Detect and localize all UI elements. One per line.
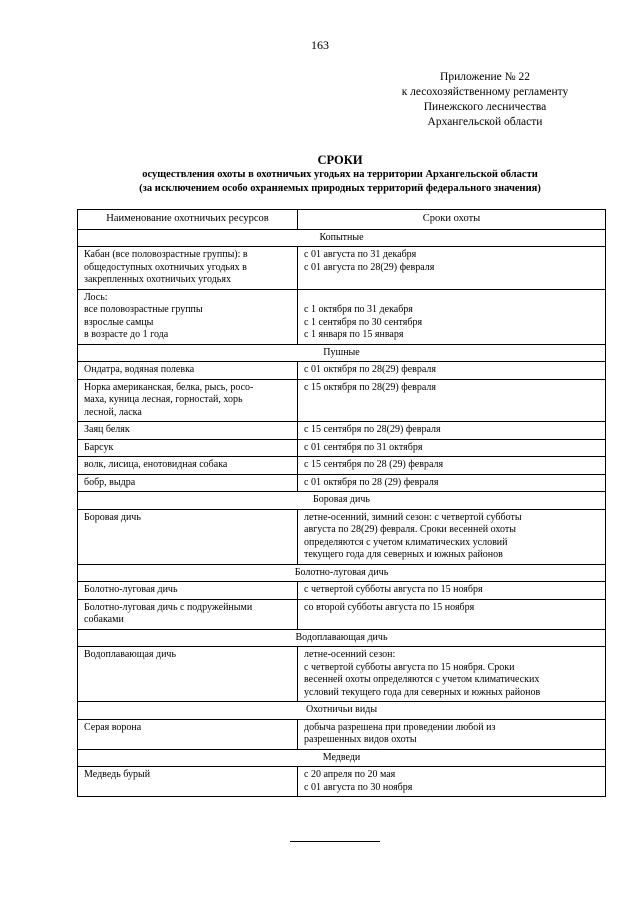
appendix-line: Пинежского лесничества bbox=[423, 101, 547, 113]
footer-divider bbox=[290, 841, 380, 842]
resource-cell: волк, лисица, енотовидная собака bbox=[78, 457, 298, 475]
table-row bbox=[78, 599, 606, 629]
period-cell bbox=[298, 767, 606, 797]
section-title: Пушные bbox=[78, 344, 606, 362]
period-cell: с четвертой субботы августа по 15 ноября bbox=[298, 582, 606, 600]
page-number: 163 bbox=[311, 38, 329, 52]
cell-line: собаками bbox=[84, 614, 124, 625]
cell-line: Норка американская, белка, рысь, росо- bbox=[84, 381, 254, 393]
cell-line: определяются с учетом климатических условий bbox=[304, 536, 508, 548]
period-cell bbox=[298, 289, 606, 344]
table-row bbox=[78, 362, 606, 380]
table-row bbox=[78, 289, 606, 344]
period-cell: с 15 октября по 28(29) февраля bbox=[298, 379, 606, 422]
table-row bbox=[78, 719, 606, 749]
resource-cell: Болотно-луговая дичь bbox=[78, 582, 298, 600]
section-title: Болотно-луговая дичь bbox=[78, 564, 606, 582]
resource-cell bbox=[78, 247, 298, 290]
period-cell: с 01 октября по 28(29) февраля bbox=[298, 362, 606, 380]
cell-line: разрешенных видов охоты bbox=[304, 734, 417, 745]
cell-line: с 01 августа по 28(29) февраля bbox=[304, 261, 435, 273]
title-subtitle: (за исключением особо охраняемых природных территорий федерального значения) bbox=[139, 183, 541, 194]
resource-cell: Заяц беляк bbox=[78, 422, 298, 440]
period-cell: с 01 сентября по 31 октября bbox=[298, 439, 606, 457]
period-cell bbox=[298, 647, 606, 702]
table-row bbox=[78, 439, 606, 457]
cell-line: маха, куница лесная, горностай, хорь bbox=[84, 394, 243, 405]
resource-cell: Барсук bbox=[78, 439, 298, 457]
table-row bbox=[78, 379, 606, 422]
cell-line: с четвертой субботы августа по 15 ноября. Сроки bbox=[304, 661, 515, 673]
title-main: СРОКИ bbox=[317, 153, 363, 167]
cell-line: Болотно-луговая дичь с подружейными bbox=[84, 601, 253, 613]
resource-cell bbox=[78, 289, 298, 344]
appendix-line: Архангельской области bbox=[427, 116, 543, 128]
cell-line: все половозрастные группы bbox=[84, 304, 203, 315]
cell-line: летне-осенний, зимний сезон: с четвертой субботы bbox=[304, 511, 522, 523]
resource-cell: Медведь бурый bbox=[78, 767, 298, 797]
section-row bbox=[78, 229, 606, 247]
section-row bbox=[78, 629, 606, 647]
period-cell: с 01 октября по 28 (29) февраля bbox=[298, 474, 606, 492]
resource-cell bbox=[78, 379, 298, 422]
table-row bbox=[78, 247, 606, 290]
appendix-header bbox=[360, 70, 610, 130]
section-title: Копытные bbox=[78, 229, 606, 247]
table-row bbox=[78, 422, 606, 440]
appendix-line: к лесохозяйственному регламенту bbox=[401, 86, 569, 98]
section-title: Водоплавающая дичь bbox=[78, 629, 606, 647]
cell-line: с 1 января по 15 января bbox=[304, 329, 404, 340]
section-row bbox=[78, 702, 606, 720]
period-cell bbox=[298, 719, 606, 749]
section-row bbox=[78, 344, 606, 362]
resource-cell: Ондатра, водяная полевка bbox=[78, 362, 298, 380]
resource-cell bbox=[78, 599, 298, 629]
cell-line: условий текущего года для северных и южных районов bbox=[304, 686, 541, 698]
cell-line: взрослые самцы bbox=[84, 316, 154, 328]
cell-line: с 01 августа по 30 ноября bbox=[304, 781, 413, 793]
cell-line: Лось: bbox=[84, 291, 108, 303]
section-row bbox=[78, 492, 606, 510]
cell-line: с 1 сентября по 30 сентября bbox=[304, 316, 423, 328]
section-title: Боровая дичь bbox=[78, 492, 606, 510]
cell-line: в возрасте до 1 года bbox=[84, 329, 169, 340]
hunting-schedule-table bbox=[77, 209, 606, 797]
resource-cell: бобр, выдра bbox=[78, 474, 298, 492]
resource-cell: Водоплавающая дичь bbox=[78, 647, 298, 702]
table-row bbox=[78, 647, 606, 702]
cell-line: с 1 октября по 31 декабря bbox=[304, 304, 413, 315]
period-cell: с 15 сентября по 28 (29) февраля bbox=[298, 457, 606, 475]
section-title: Медведи bbox=[78, 749, 606, 767]
cell-line: текущего года для северных и южных районов bbox=[304, 549, 503, 560]
section-row bbox=[78, 749, 606, 767]
section-title: Охотничьи виды bbox=[78, 702, 606, 720]
section-row bbox=[78, 564, 606, 582]
table-header-row bbox=[78, 210, 606, 230]
cell-line: добыча разрешена при проведении любой из bbox=[304, 721, 496, 733]
table-row bbox=[78, 457, 606, 475]
appendix-line: Приложение № 22 bbox=[440, 71, 530, 83]
period-cell bbox=[298, 247, 606, 290]
document-title bbox=[60, 153, 620, 196]
cell-line: с 20 апреля по 20 мая bbox=[304, 769, 396, 780]
table-row bbox=[78, 582, 606, 600]
cell-line: летне-осенний сезон: bbox=[304, 649, 396, 660]
column-header-resource: Наименование охотничьих ресурсов bbox=[78, 210, 298, 230]
cell-line: лесной, ласка bbox=[84, 406, 142, 418]
resource-cell: Серая ворона bbox=[78, 719, 298, 749]
cell-line: общедоступных охотничьих угодьях в bbox=[84, 261, 247, 273]
table-row bbox=[78, 509, 606, 564]
title-subtitle: осуществления охоты в охотничьих угодьях на территории Архангельской области bbox=[142, 169, 538, 180]
table-row bbox=[78, 767, 606, 797]
column-header-period: Сроки охоты bbox=[298, 210, 606, 230]
period-cell: со второй субботы августа по 15 ноября bbox=[298, 599, 606, 629]
resource-cell: Боровая дичь bbox=[78, 509, 298, 564]
cell-line: Кабан (все половозрастные группы): в bbox=[84, 249, 248, 260]
cell-line: закрепленных охотничьих угодьях bbox=[84, 274, 231, 285]
period-cell: с 15 сентября по 28(29) февраля bbox=[298, 422, 606, 440]
table-row bbox=[78, 474, 606, 492]
cell-line: весенней охоты определяются с учетом климатических bbox=[304, 674, 540, 685]
period-cell bbox=[298, 509, 606, 564]
cell-line: с 01 августа по 31 декабря bbox=[304, 249, 417, 260]
cell-line: августа по 28(29) февраля. Сроки весенней охоты bbox=[304, 524, 516, 535]
